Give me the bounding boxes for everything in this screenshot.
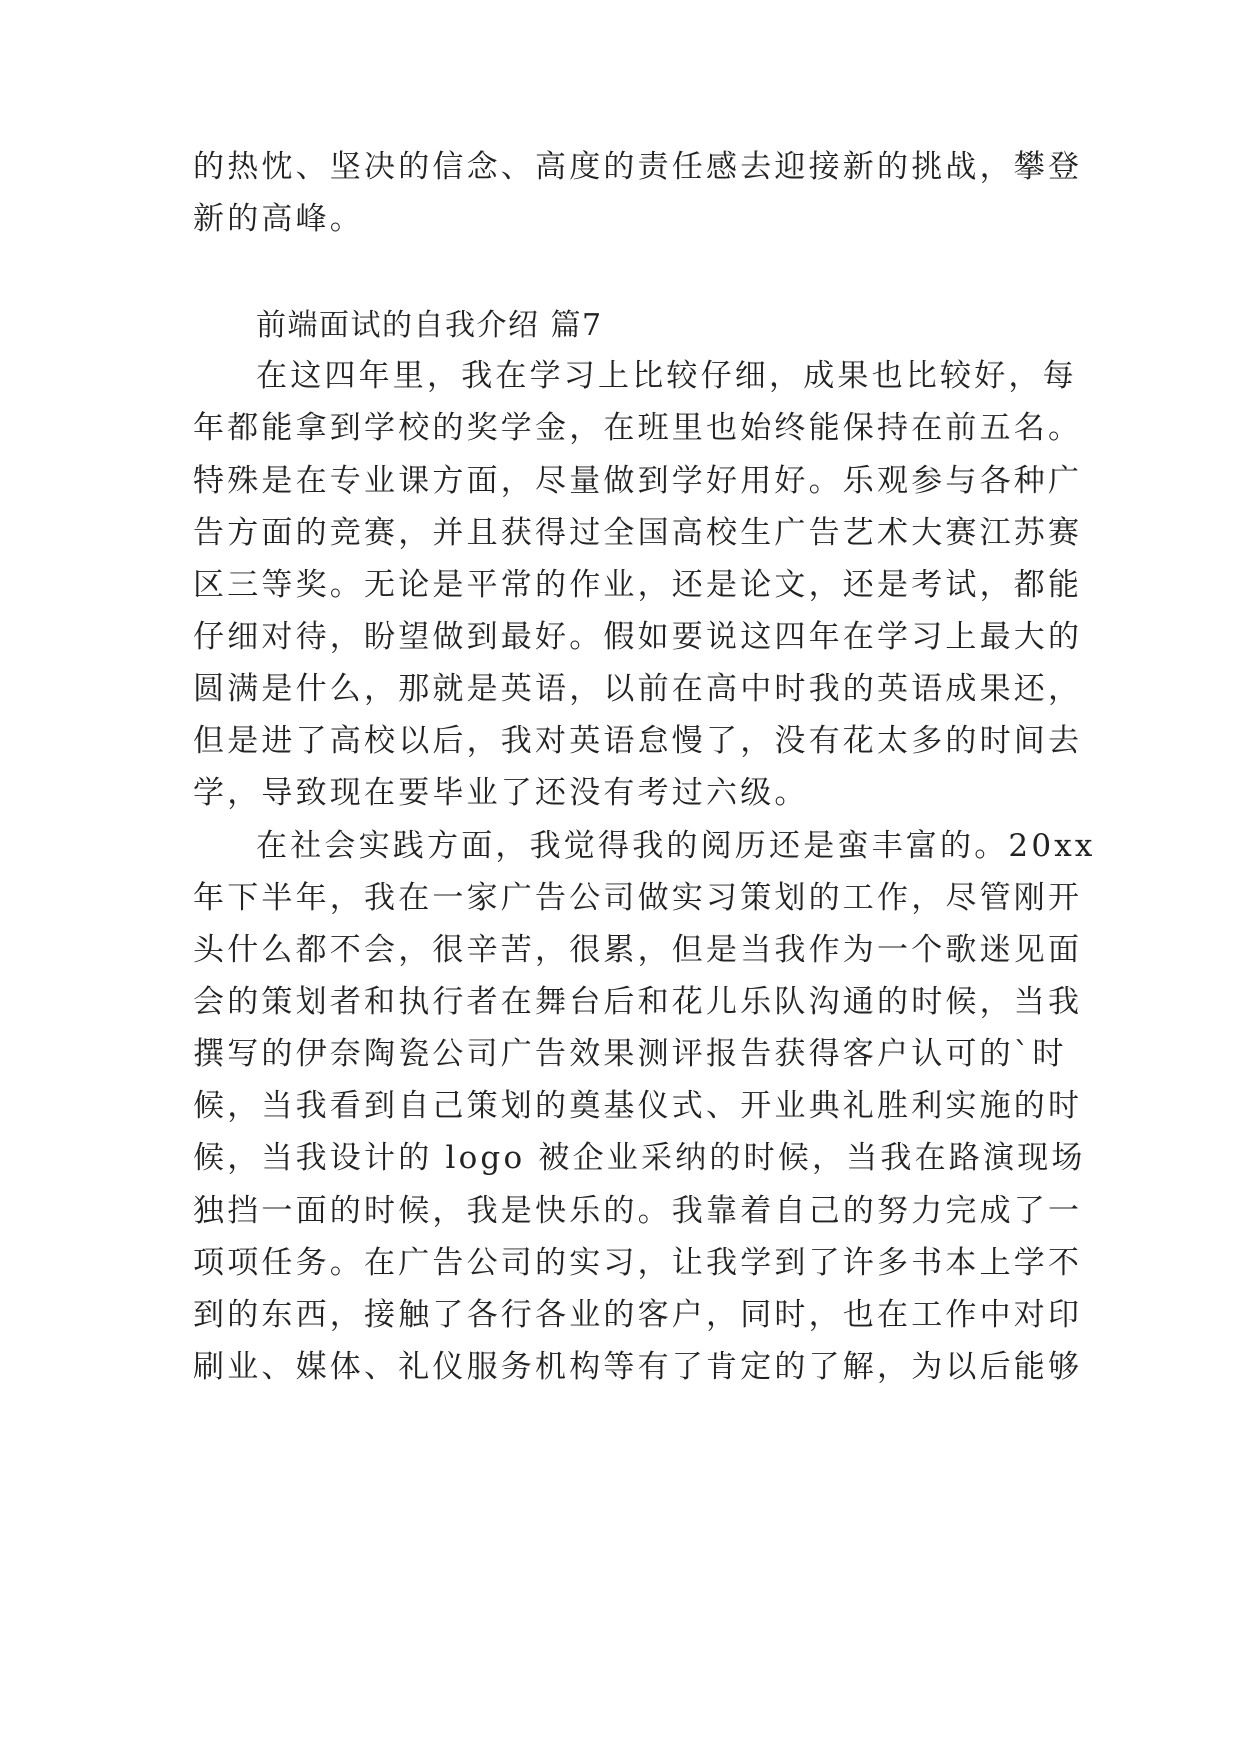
section-title: 前端面试的自我介绍 篇7 xyxy=(256,308,603,343)
paragraph-line: 年都能拿到学校的奖学金，在班里也始终能保持在前五名。 xyxy=(193,410,1083,446)
paragraph-line: 刷业、媒体、礼仪服务机构等有了肯定的了解，为以后能够 xyxy=(193,1349,1083,1385)
paragraph-line: 项项任务。在广告公司的实习，让我学到了许多书本上学不 xyxy=(193,1245,1083,1281)
paragraph-line: 学，导致现在要毕业了还没有考过六级。 xyxy=(193,775,809,811)
paragraph-line: 告方面的竞赛，并且获得过全国高校生广告艺术大赛江苏赛 xyxy=(193,515,1083,551)
intro-line: 的热忱、坚决的信念、高度的责任感去迎接新的挑战，攀登 xyxy=(193,149,1083,185)
intro-line: 新的高峰。 xyxy=(193,201,364,237)
paragraph-line: 年下半年，我在一家广告公司做实习策划的工作，尽管刚开 xyxy=(193,880,1083,916)
paragraph-line: 在社会实践方面，我觉得我的阅历还是蛮丰富的。20xx xyxy=(256,828,1096,864)
paragraph-line: 但是进了高校以后，我对英语怠慢了，没有花太多的时间去 xyxy=(193,723,1083,759)
paragraph-line: 到的东西，接触了各行各业的客户，同时，也在工作中对印 xyxy=(193,1297,1083,1333)
paragraph-line: 特殊是在专业课方面，尽量做到学好用好。乐观参与各种广 xyxy=(193,463,1083,499)
paragraph-line: 在这四年里，我在学习上比较仔细，成果也比较好，每 xyxy=(256,358,1077,394)
paragraph-line: 撰写的伊奈陶瓷公司广告效果测评报告获得客户认可的`时 xyxy=(193,1036,1067,1072)
paragraph-line: 候，当我设计的 logo 被企业采纳的时候，当我在路演现场 xyxy=(193,1140,1086,1176)
paragraph-line: 头什么都不会，很辛苦，很累，但是当我作为一个歌迷见面 xyxy=(193,932,1083,968)
paragraph-line: 圆满是什么，那就是英语，以前在高中时我的英语成果还， xyxy=(193,671,1083,707)
paragraph-line: 候，当我看到自己策划的奠基仪式、开业典礼胜利实施的时 xyxy=(193,1088,1083,1124)
paragraph-line: 独挡一面的时候，我是快乐的。我靠着自己的努力完成了一 xyxy=(193,1193,1083,1229)
paragraph-line: 区三等奖。无论是平常的作业，还是论文，还是考试，都能 xyxy=(193,567,1083,603)
paragraph-line: 会的策划者和执行者在舞台后和花儿乐队沟通的时候，当我 xyxy=(193,984,1083,1020)
paragraph-line: 仔细对待，盼望做到最好。假如要说这四年在学习上最大的 xyxy=(193,619,1083,655)
